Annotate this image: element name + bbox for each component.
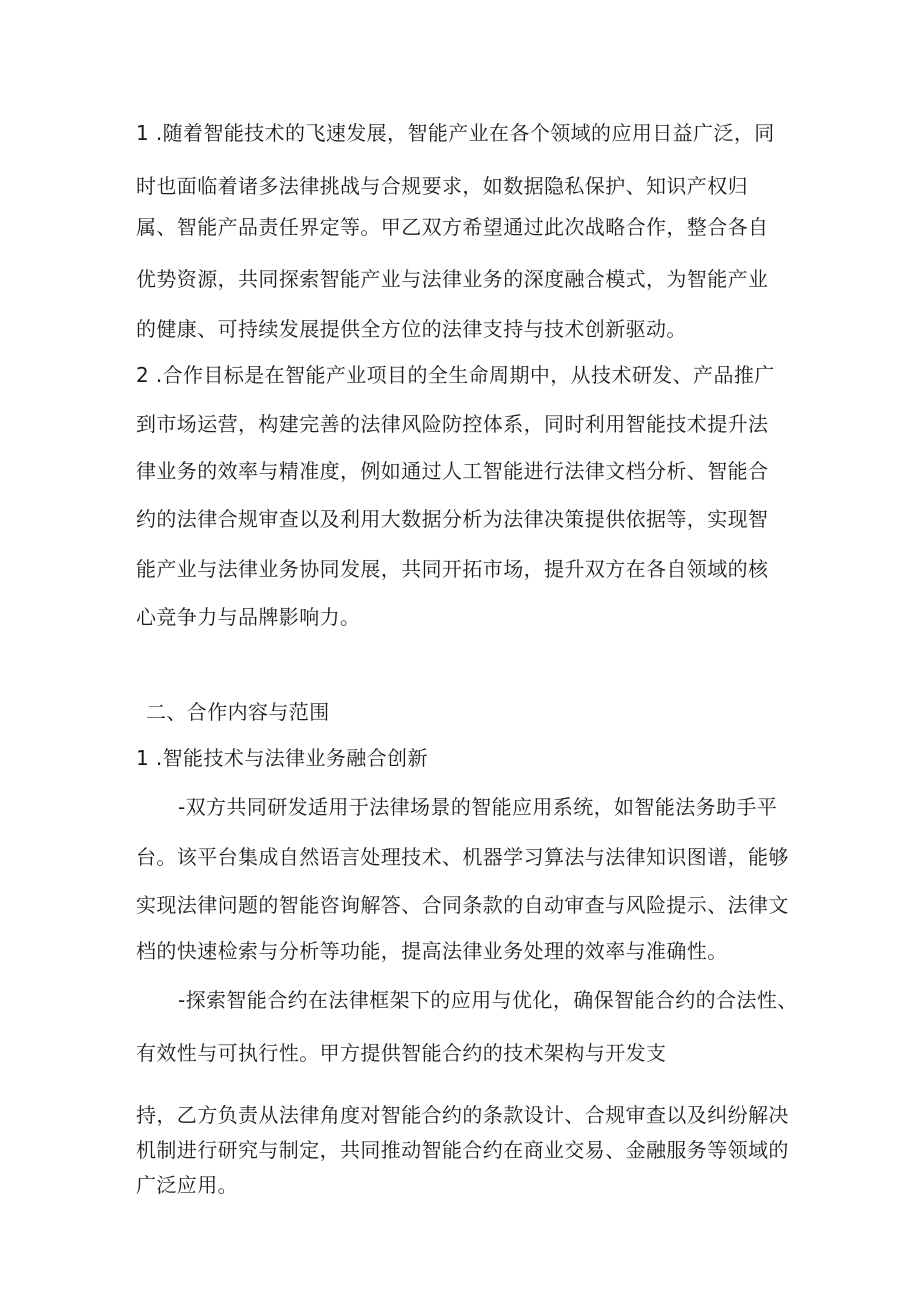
paragraph-line: 心竞争力与品牌影响力。: [136, 605, 361, 629]
paragraph-line: -探索智能合约在法律框架下的应用与优化，确保智能合约的合法性、: [178, 988, 798, 1012]
paragraph-line: 属、智能产品责任界定等。甲乙双方希望通过此次战略合作，整合各自: [136, 215, 769, 239]
paragraph-line: 到市场运营，构建完善的法律风险防控体系，同时利用智能技术提升法: [136, 412, 769, 436]
paragraph-line: -双方共同研发适用于法律场景的智能应用系统，如智能法务助手平: [178, 795, 778, 819]
paragraph-line: 时也面临着诸多法律挑战与合规要求，如数据隐私保护、知识产权归: [136, 174, 748, 198]
paragraph-line: 律业务的效率与精准度，例如通过人工智能进行法律文档分析、智能合: [136, 459, 769, 483]
paragraph-line: 能产业与法律业务协同发展，共同开拓市场，提升双方在各自领域的核: [136, 557, 769, 581]
paragraph-line: 1 .随着智能技术的飞速发展，智能产业在各个领域的应用日益广泛，同: [136, 121, 775, 145]
paragraph-line: 有效性与可执行性。甲方提供智能合约的技术架构与开发支: [136, 1041, 667, 1065]
section-heading: 二、合作内容与范围: [146, 700, 330, 724]
sub-heading: 1 .智能技术与法律业务融合创新: [136, 746, 428, 770]
paragraph-line: 优势资源，共同探索智能产业与法律业务的深度融合模式，为智能产业: [136, 267, 769, 291]
paragraph-line: 持，乙方负责从法律角度对智能合约的条款设计、合规审查以及纠纷解决: [136, 1103, 789, 1127]
paragraph-line: 广泛应用。: [136, 1173, 238, 1197]
paragraph-line: 台。该平台集成自然语言处理技术、机器学习算法与法律知识图谱，能够: [136, 845, 789, 869]
paragraph-line: 2 .合作目标是在智能产业项目的全生命周期中，从技术研发、产品推广: [136, 363, 775, 387]
paragraph-line: 的健康、可持续发展提供全方位的法律支持与技术创新驱动。: [136, 317, 687, 341]
paragraph-line: 约的法律合规审查以及利用大数据分析为法律决策提供依据等，实现智: [136, 507, 769, 531]
paragraph-line: 实现法律问题的智能咨询解答、合同条款的自动审查与风险提示、法律文: [136, 893, 789, 917]
paragraph-line: 档的快速检索与分析等功能，提高法律业务处理的效率与准确性。: [136, 939, 728, 963]
paragraph-line: 机制进行研究与制定，共同推动智能合约在商业交易、金融服务等领域的: [136, 1138, 789, 1162]
